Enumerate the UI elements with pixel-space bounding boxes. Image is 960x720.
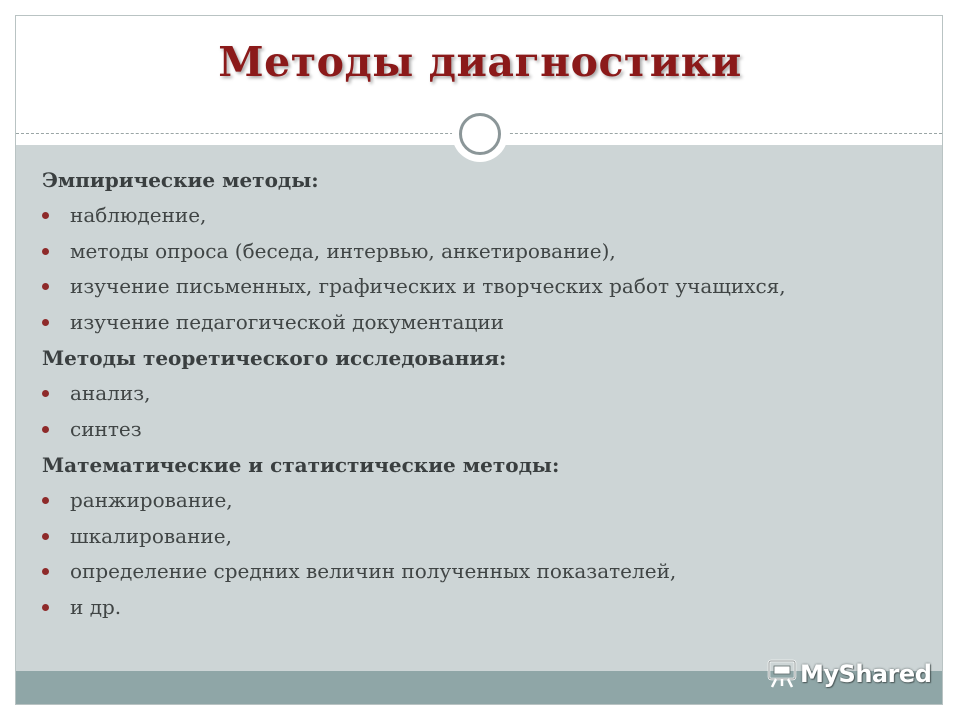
bullet-icon [42,533,49,540]
list-item [42,483,922,519]
bullet-icon [42,568,49,575]
list-item [42,590,922,626]
section-heading-theoretical: Методы теоретического исследования: [42,346,507,370]
section-list-empirical [42,198,922,340]
slide-title: Методы диагностики [218,38,742,86]
bullet-icon [42,497,49,504]
list-item [42,412,922,448]
bullet-icon [42,319,49,326]
bullet-icon [42,212,49,219]
section-list-mathematical [42,483,922,625]
section-list-theoretical [42,376,922,447]
list-item-text: определение средних величин полученных показателей, [70,559,677,583]
section-heading-empirical: Эмпирические методы: [42,168,319,192]
presentation-board-icon [766,659,798,689]
list-item [42,554,922,590]
list-item-text: и др. [70,594,122,619]
bullet-icon [42,604,49,611]
circle-ring-icon [459,113,501,155]
list-item [42,376,922,412]
list-item-text: ранжирование, [70,488,233,512]
list-item [42,198,922,234]
list-item-text: синтез [70,416,142,441]
bullet-icon [42,390,49,397]
list-item [42,234,922,270]
list-item [42,269,922,305]
list-item-text: изучение педагогической документации [70,309,504,334]
bullet-icon [42,283,49,290]
list-item-text: анализ, [70,381,151,405]
bullet-icon [42,426,49,433]
list-item-text: изучение письменных, графических и творческих работ учащихся, [70,274,786,298]
section-heading-mathematical: Математические и статистические методы: [42,453,560,477]
content-body [42,162,922,625]
list-item [42,519,922,555]
list-item-text: наблюдение, [70,203,207,227]
bullet-icon [42,248,49,255]
list-item-text: методы опроса (беседа, интервью, анкетирование), [70,238,616,263]
list-item [42,305,922,341]
watermark-text: MyShared [800,660,932,688]
list-item-text: шкалирование, [70,523,232,548]
myshared-watermark [766,656,931,692]
